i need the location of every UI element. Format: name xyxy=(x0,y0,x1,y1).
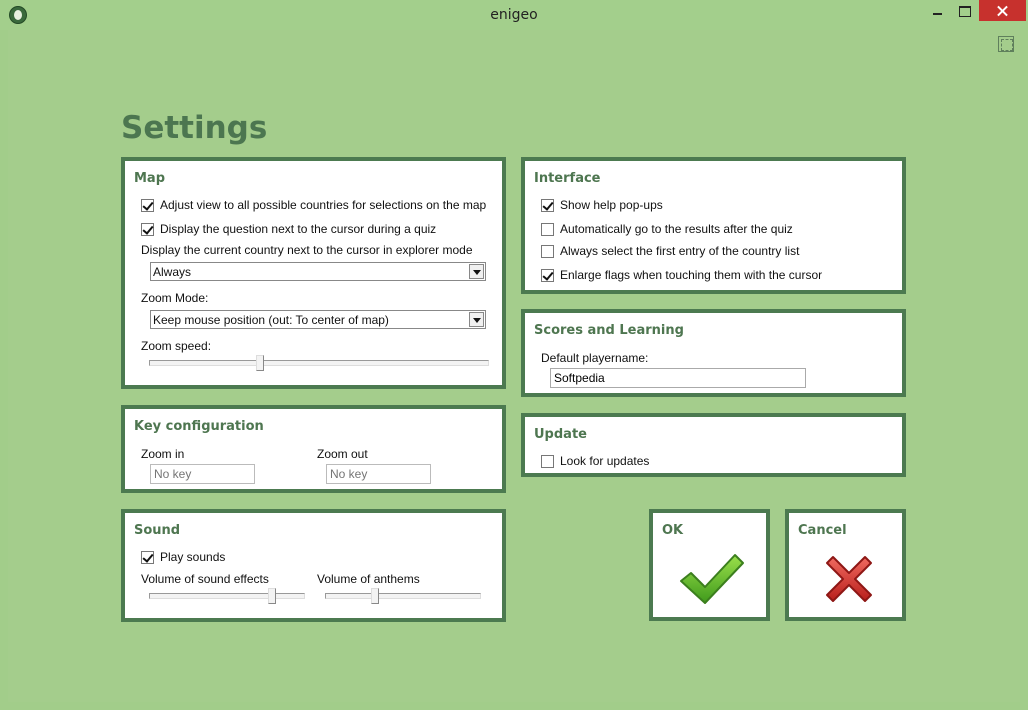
checkbox-label: Automatically go to the results after the quiz xyxy=(560,222,793,236)
anthems-volume-slider[interactable] xyxy=(325,593,481,599)
interface-panel xyxy=(521,157,906,294)
cross-icon xyxy=(821,551,877,607)
chevron-down-icon[interactable] xyxy=(469,264,484,279)
zoom-out-key-field[interactable] xyxy=(326,464,431,484)
zoom-in-label: Zoom in xyxy=(141,447,185,461)
select-value: Keep mouse position (out: To center of map) xyxy=(153,313,389,327)
sound-panel-title: Sound xyxy=(134,523,181,538)
checkbox-box[interactable] xyxy=(541,223,554,236)
checkbox-label: Adjust view to all possible countries for selections on the map xyxy=(160,198,487,212)
checkbox-box[interactable] xyxy=(541,245,554,258)
close-button[interactable] xyxy=(979,0,1026,21)
checkbox-label: Enlarge flags when touching them with the cursor xyxy=(560,268,823,282)
playername-label: Default playername: xyxy=(541,351,649,365)
checkbox-label: Look for updates xyxy=(560,454,650,468)
client-area xyxy=(8,30,1020,702)
scores-panel xyxy=(521,309,906,397)
fullscreen-icon[interactable] xyxy=(998,36,1014,52)
checkbox-label: Display the question next to the cursor during a quiz xyxy=(160,222,437,236)
sound-effects-volume-slider[interactable] xyxy=(149,593,305,599)
slider-thumb[interactable] xyxy=(268,588,276,604)
enlarge-flags-checkbox[interactable] xyxy=(541,267,822,283)
zoom-speed-label: Zoom speed: xyxy=(141,339,212,353)
sound-panel xyxy=(121,509,506,622)
explorer-mode-select[interactable] xyxy=(150,262,486,281)
cancel-button[interactable] xyxy=(785,509,906,621)
zoom-in-key-field[interactable] xyxy=(150,464,255,484)
checkbox-box[interactable] xyxy=(141,223,154,236)
zoom-mode-select[interactable] xyxy=(150,310,486,329)
ok-button[interactable] xyxy=(649,509,770,621)
zoom-mode-label: Zoom Mode: xyxy=(141,291,209,305)
checkbox-label: Play sounds xyxy=(160,550,226,564)
checkbox-box[interactable] xyxy=(141,199,154,212)
map-panel-title: Map xyxy=(134,171,166,186)
play-sounds-checkbox[interactable] xyxy=(141,549,225,565)
update-panel-title: Update xyxy=(534,427,587,442)
interface-panel-title: Interface xyxy=(534,171,601,186)
checkbox-box[interactable] xyxy=(541,199,554,212)
adjust-view-checkbox[interactable] xyxy=(141,197,486,213)
update-panel xyxy=(521,413,906,477)
select-first-entry-checkbox[interactable] xyxy=(541,243,799,259)
key-configuration-panel xyxy=(121,405,506,493)
title-bar xyxy=(0,0,1028,30)
page-title: Settings xyxy=(121,110,268,146)
checkmark-icon xyxy=(677,551,747,607)
explorer-mode-label: Display the current country next to the cursor in explorer mode xyxy=(141,243,473,257)
checkbox-box[interactable] xyxy=(541,455,554,468)
zoom-out-label: Zoom out xyxy=(317,447,368,461)
checkbox-box[interactable] xyxy=(541,269,554,282)
show-help-popups-checkbox[interactable] xyxy=(541,197,663,213)
map-panel xyxy=(121,157,506,389)
chevron-down-icon[interactable] xyxy=(469,312,484,327)
anthems-volume-label: Volume of anthems xyxy=(317,572,420,586)
slider-thumb[interactable] xyxy=(256,355,264,371)
select-value: Always xyxy=(153,265,192,279)
checkbox-label: Always select the first entry of the country list xyxy=(560,244,800,258)
scores-panel-title: Scores and Learning xyxy=(534,323,684,338)
display-question-checkbox[interactable] xyxy=(141,221,436,237)
key-configuration-title: Key configuration xyxy=(134,419,264,434)
cancel-label: Cancel xyxy=(798,523,847,538)
window-title: enigeo xyxy=(490,7,538,23)
ok-label: OK xyxy=(662,523,684,538)
maximize-button[interactable] xyxy=(949,0,979,20)
zoom-speed-slider[interactable] xyxy=(149,360,489,366)
checkbox-box[interactable] xyxy=(141,551,154,564)
checkbox-label: Show help pop-ups xyxy=(560,198,663,212)
slider-thumb[interactable] xyxy=(371,588,379,604)
look-for-updates-checkbox[interactable] xyxy=(541,453,649,469)
auto-results-checkbox[interactable] xyxy=(541,221,793,237)
sound-effects-volume-label: Volume of sound effects xyxy=(141,572,269,586)
playername-input[interactable] xyxy=(550,368,806,388)
